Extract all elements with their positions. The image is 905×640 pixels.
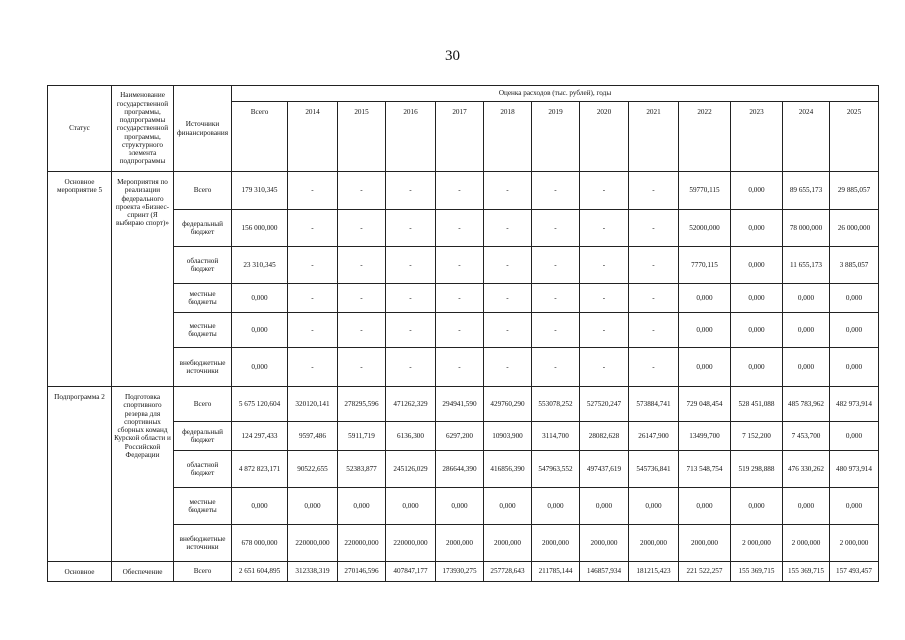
cell-value: 2000,000 [484,525,532,562]
cell-value: - [436,284,484,313]
cell-value: - [436,313,484,348]
header-year: 2025 [830,102,879,172]
row-source: федеральный бюджет [174,210,232,247]
header-year: 2016 [386,102,436,172]
cell-value: 28082,628 [580,422,629,451]
cell-value: 0,000 [232,284,288,313]
cell-value: 320120,141 [288,387,338,422]
cell-value: 157 493,457 [830,562,879,582]
cell-value: - [580,284,629,313]
cell-value: - [532,210,580,247]
cell-value: 23 310,345 [232,247,288,284]
cell-value: 0,000 [731,313,783,348]
row-status: Основное [48,562,112,582]
cell-value: 0,000 [232,313,288,348]
page-number: 30 [445,48,460,64]
cell-value: 729 048,454 [679,387,731,422]
cell-value: - [484,313,532,348]
row-source: Всего [174,562,232,582]
cell-value: 2000,000 [679,525,731,562]
cell-value: 278295,596 [338,387,386,422]
row-name: Подготовка спортивного резерва для спортивных сборных команд Курской области и Российской Федерации [112,387,174,562]
cell-value: 482 973,914 [830,387,879,422]
cell-value: 89 655,173 [783,172,830,210]
cell-value: - [288,210,338,247]
cell-value: 0,000 [830,284,879,313]
row-source: местные бюджеты [174,284,232,313]
cell-value: - [629,210,679,247]
cell-value: 0,000 [731,247,783,284]
row-status: Подпрограмма 2 [48,387,112,562]
cell-value: 0,000 [532,488,580,525]
cell-value: 2 651 604,895 [232,562,288,582]
row-source: Всего [174,172,232,210]
cell-value: - [484,284,532,313]
cell-value: - [580,210,629,247]
cell-value: 78 000,000 [783,210,830,247]
cell-value: 13499,700 [679,422,731,451]
cell-value: - [386,284,436,313]
cell-value: 0,000 [731,210,783,247]
header-estimate: Оценка расходов (тыс. рублей), годы [232,86,879,102]
cell-value: - [288,313,338,348]
cell-value: 0,000 [629,488,679,525]
cell-value: - [288,247,338,284]
cell-value: 0,000 [232,348,288,387]
cell-value: - [436,348,484,387]
cell-value: 429760,290 [484,387,532,422]
cell-value: - [288,284,338,313]
row-source: местные бюджеты [174,313,232,348]
cell-value: 527520,247 [580,387,629,422]
cell-value: - [532,247,580,284]
cell-value: - [629,313,679,348]
cell-value: 0,000 [679,284,731,313]
cell-value: 52383,877 [338,451,386,488]
header-row [48,86,879,102]
cell-value: 181215,423 [629,562,679,582]
cell-value: 26 000,000 [830,210,879,247]
cell-value: - [386,247,436,284]
cell-value: - [338,284,386,313]
cell-value: 173930,275 [436,562,484,582]
cell-value: 471262,329 [386,387,436,422]
row-source: внебюджетные источники [174,525,232,562]
cell-value: - [484,210,532,247]
cell-value: - [338,313,386,348]
cell-value: 312338,319 [288,562,338,582]
cell-value: 221 522,257 [679,562,731,582]
cell-value: 179 310,345 [232,172,288,210]
cell-value: - [580,247,629,284]
cell-value: 2000,000 [629,525,679,562]
cell-value: - [532,313,580,348]
cell-value: 0,000 [679,313,731,348]
cell-value: 553078,252 [532,387,580,422]
cell-value: - [484,348,532,387]
cell-value: 90522,655 [288,451,338,488]
cell-value: 407847,177 [386,562,436,582]
cell-value: 0,000 [830,422,879,451]
cell-value: - [532,284,580,313]
cell-value: - [580,172,629,210]
cell-value: 26147,900 [629,422,679,451]
cell-value: 211785,144 [532,562,580,582]
row-source: областной бюджет [174,451,232,488]
cell-value: 245126,029 [386,451,436,488]
cell-value: 0,000 [386,488,436,525]
row-source: внебюджетные источники [174,348,232,387]
cell-value: - [386,210,436,247]
cell-value: 270146,596 [338,562,386,582]
cell-value: 2 000,000 [830,525,879,562]
cell-value: - [580,348,629,387]
cell-value: 4 872 823,171 [232,451,288,488]
cell-value: 528 451,088 [731,387,783,422]
cell-value: 0,000 [783,284,830,313]
row-source: федеральный бюджет [174,422,232,451]
header-year: 2023 [731,102,783,172]
cell-value: 573884,741 [629,387,679,422]
cell-value: 124 297,433 [232,422,288,451]
cell-value: 0,000 [679,488,731,525]
row-source: областной бюджет [174,247,232,284]
cell-value: - [629,348,679,387]
cell-value: - [288,348,338,387]
cell-value: - [338,348,386,387]
cell-value: 220000,000 [338,525,386,562]
row-source: местные бюджеты [174,488,232,525]
cell-value: - [338,210,386,247]
cell-value: 0,000 [830,313,879,348]
table-row [48,562,879,582]
header-name: Наименование государственной программы, подпрограммы государственной программы, структурного элемента подпрограммы [112,86,174,172]
cell-value: 7 152,200 [731,422,783,451]
header-year: 2024 [783,102,830,172]
cell-value: 9597,486 [288,422,338,451]
cell-value: 416856,390 [484,451,532,488]
cell-value: - [338,247,386,284]
cell-value: 2000,000 [580,525,629,562]
cell-value: 0,000 [783,313,830,348]
cell-value: 0,000 [731,348,783,387]
cell-value: 3 885,057 [830,247,879,284]
cell-value: 519 298,888 [731,451,783,488]
cell-value: 155 369,715 [783,562,830,582]
cell-value: 294941,590 [436,387,484,422]
cell-value: - [580,313,629,348]
cell-value: 480 973,914 [830,451,879,488]
cell-value: 5911,719 [338,422,386,451]
cell-value: 547963,552 [532,451,580,488]
header-year: 2014 [288,102,338,172]
table-row [48,172,879,210]
cell-value: 0,000 [288,488,338,525]
cell-value: 497437,619 [580,451,629,488]
cell-value: 2 000,000 [783,525,830,562]
cell-value: 7770,115 [679,247,731,284]
cell-value: 52000,000 [679,210,731,247]
header-year: 2017 [436,102,484,172]
cell-value: 0,000 [436,488,484,525]
header-year: 2022 [679,102,731,172]
cell-value: - [629,247,679,284]
cell-value: 59770,115 [679,172,731,210]
cell-value: 476 330,262 [783,451,830,488]
header-year: 2020 [580,102,629,172]
cell-value: 0,000 [830,348,879,387]
cell-value: 155 369,715 [731,562,783,582]
header-year: 2018 [484,102,532,172]
row-status: Основное мероприятие 5 [48,172,112,387]
cell-value: 0,000 [338,488,386,525]
cell-value: 2000,000 [532,525,580,562]
cell-value: 0,000 [731,284,783,313]
cell-value: 3114,700 [532,422,580,451]
cell-value: 6297,200 [436,422,484,451]
cell-value: 146857,934 [580,562,629,582]
row-name: Обеспечение [112,562,174,582]
cell-value: 6136,300 [386,422,436,451]
cell-value: - [532,172,580,210]
cell-value: 5 675 120,604 [232,387,288,422]
cell-value: 286644,390 [436,451,484,488]
cell-value: 7 453,700 [783,422,830,451]
cell-value: 2000,000 [436,525,484,562]
header-year: 2015 [338,102,386,172]
header-year: 2019 [532,102,580,172]
header-year: 2021 [629,102,679,172]
cell-value: 0,000 [830,488,879,525]
cell-value: - [629,284,679,313]
cell-value: 0,000 [731,172,783,210]
cell-value: 2 000,000 [731,525,783,562]
cell-value: 713 548,754 [679,451,731,488]
cell-value: 0,000 [232,488,288,525]
row-name: Мероприятия по реализации федерального проекта «Бизнес-спринт (Я выбираю спорт)» [112,172,174,387]
cell-value: - [386,313,436,348]
cell-value: - [484,172,532,210]
cell-value: - [436,172,484,210]
cell-value: - [386,172,436,210]
cell-value: - [436,210,484,247]
cell-value: 10903,900 [484,422,532,451]
cell-value: 545736,841 [629,451,679,488]
cell-value: 0,000 [580,488,629,525]
row-source: Всего [174,387,232,422]
cell-value: 0,000 [679,348,731,387]
cell-value: - [338,172,386,210]
cell-value: 485 783,962 [783,387,830,422]
cell-value: - [532,348,580,387]
cell-value: 678 000,000 [232,525,288,562]
cell-value: 29 885,057 [830,172,879,210]
header-year: Всего [232,102,288,172]
header-status: Статус [48,86,112,172]
cell-value: - [288,172,338,210]
cell-value: 220000,000 [288,525,338,562]
cell-value: - [386,348,436,387]
cell-value: - [436,247,484,284]
cell-value: 220000,000 [386,525,436,562]
budget-table [47,85,879,582]
table-body [48,86,879,582]
cell-value: 0,000 [783,488,830,525]
cell-value: - [484,247,532,284]
cell-value: 11 655,173 [783,247,830,284]
cell-value: - [629,172,679,210]
cell-value: 257728,643 [484,562,532,582]
table-row [48,387,879,422]
cell-value: 0,000 [783,348,830,387]
cell-value: 0,000 [731,488,783,525]
cell-value: 0,000 [484,488,532,525]
header-sources: Источники финансирования [174,86,232,172]
cell-value: 156 000,000 [232,210,288,247]
